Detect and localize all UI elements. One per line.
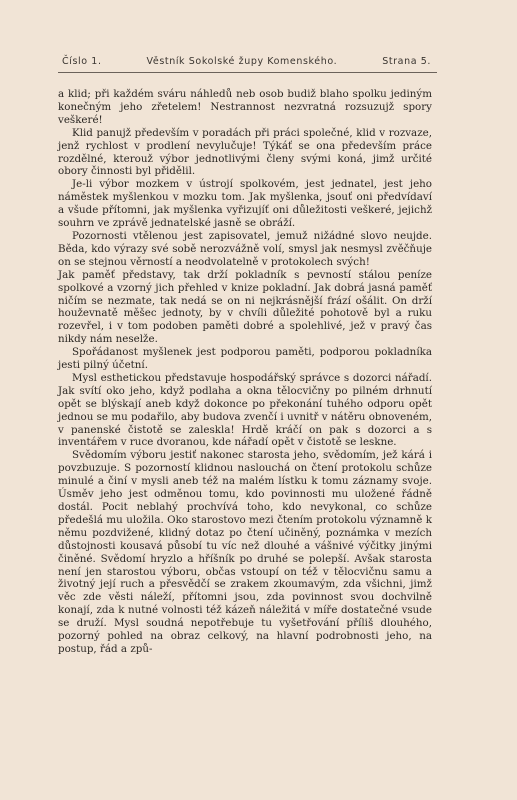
page-header [62,56,431,67]
paragraph: Svědomím výboru jestiť nakonec starosta jeho, svědomím, jež kárá i povzbuzuje. S pozorností klidnou naslouchá on čtení protokolu schůze minulé a činí v mysli aneb též na malém lístku k tomu záznamy svoje. Úsměv jeho jest odměnou tomu, kdo povinnosti mu uložené řádně dostál. Pocit neblahý prochvívá toho, kdo nevykonal, co schůze předešlá mu uložila. Oko starostovo mezi čtením protokolu významně k němu pozdvižené, klidný dotaz po čtení učiněný, poznámka v mezích důstojnosti kousavá působí tu víc než dlouhé a vášnivé výčitky jinými činěné. Svědomí hryzlo a hříšník po druhé se polepší. Avšak starosta není jen starostou výboru, občas vstoupí on též v tělocvičnu samu a životný její ruch a přesvědčí se zrakem zkoumavým, zda všichni, jimž věc zde věsti náleží, přítomni jsou, zda povinnost svou dochvilně konají, zda k nutné volnosti též kázeň náležitá v míře dostatečné vsude se druží. Mysl soudná nepotřebuje tu vyšetřování příliš dlouhého, pozorný pohled na obraz celkový, na hlavní podrobnosti jeho, na postup, řád a způ- [58,449,432,655]
body-text [58,88,432,656]
paragraph: Klid panujž především v poradách při práci společné, klid v rozvaze, jenž rychlost v prodlení nevylučuje! Týkáť se ona především práce rozdělné, kterouž výbor jednotlivými členy svými koná, jimž určité obory činnosti byl přidělil. [58,126,432,178]
paragraph: Jak paměť představy, tak drží pokladník s pevností stálou peníze spolkové a vzorný jich přehled v knize pokladní. Jak dobrá jasná paměť ničím se nezmate, tak nedá se on ni nejkrásnější frází ošálit. On drží houževnatě měšec jednoty, by v chvíli důležité pohotově byl a ruku rozevřel, i v tom podoben paměti dobré a spolehlivé, jež v pravý čas nikdy nám neselže. [58,268,432,346]
page-number: Strana 5. [382,56,431,67]
paragraph: a klid; při každém sváru náhledů neb osob budiž blaho spolku jediným konečným jeho zřetelem! Nestrannost nezvratná rozsuzujž spory veškeré! [58,88,432,126]
paragraph: Je-li výbor mozkem v ústrojí spolkovém, jest jednatel, jest jeho náměstek myšlenkou v mozku tom. Jak myšlenka, jsouť oni předvídaví a všude přítomni, jak myšlenka vyřizujíť oni důležitosti veškeré, jejichž souhrn ve zprávě jednatelské jasně se obráží. [58,178,432,230]
header-rule [58,72,437,73]
paragraph: Mysl esthetickou představuje hospodářský správce s dozorci nářadí. Jak svítí oko jeho, když podlaha a okna tělocvičny po pilném drhnutí opět se blýskají aneb když dokonce po překonání tuhého odporu opět jednou se mu podařilo, aby budova zvenčí i uvnitř v nátěru obnoveném, v panenské čistotě se zaleskla! Hrdě kráčí on pak s dozorci a s inventářem v ruce dvoranou, kde nářadí opět v čistotě se leskne. [58,371,432,449]
paragraph: Spořádanost myšlenek jest podporou paměti, podporou pokladníka jesti pilný účetní. [58,346,432,372]
issue-number: Číslo 1. [62,56,102,67]
paragraph: Pozornosti vtělenou jest zapisovatel, jemuž nižádné slovo neujde. Běda, kdo výrazy své sobě nerozvážně volí, smysl jak nesmysl zvěčňuje on se stejnou věrností a neodvolatelně v protokolech svých! [58,229,432,268]
journal-title: Věstník Sokolské župy Komenského. [146,56,338,67]
